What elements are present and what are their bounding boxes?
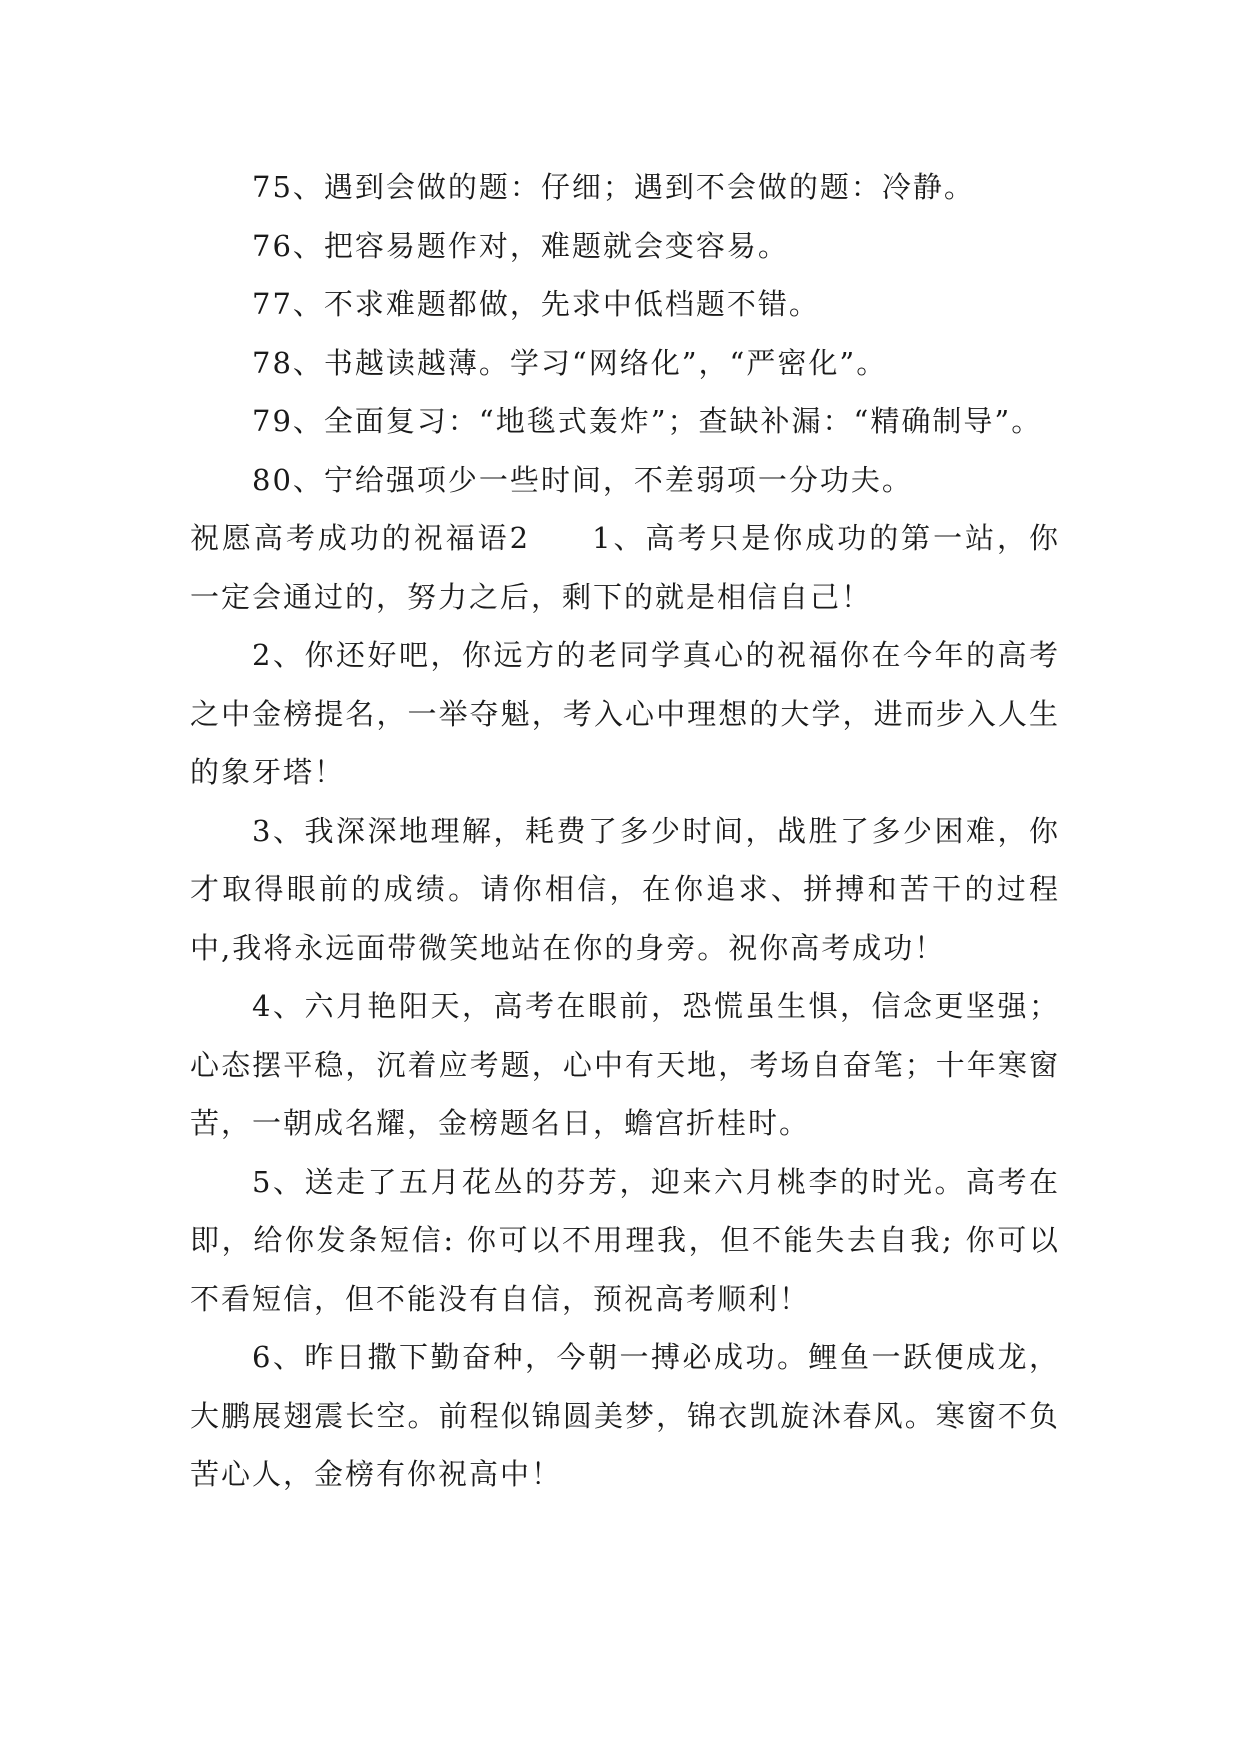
list-item-6: 6、昨日撒下勤奋种，今朝一搏必成功。鲤鱼一跃便成龙，大鹏展翅震长空。前程似锦圆美梦，锦衣凯旋沐春风。寒窗不负苦心人，金榜有你祝高中！ <box>190 1340 1060 1491</box>
list-item-4: 4、六月艳阳天，高考在眼前，恐慌虽生惧，信念更坚强；心态摆平稳，沉着应考题，心中有天地，考场自奋笔；十年寒窗苦，一朝成名耀，金榜题名日，蟾宫折桂时。 <box>190 989 1060 1140</box>
section-heading: 祝愿高考成功的祝福语2 <box>190 521 531 555</box>
paragraph-75: 75、遇到会做的题：仔细；遇到不会做的题：冷静。 <box>252 170 975 204</box>
list-item-2: 2、你还好吧，你远方的老同学真心的祝福你在今年的高考之中金榜提名，一举夺魁，考入心中理想的大学，进而步入人生的象牙塔！ <box>190 638 1060 789</box>
paragraph-78: 78、书越读越薄。学习“网络化”，“严密化”。 <box>252 345 888 380</box>
paragraph-77: 77、不求难题都做，先求中低档题不错。 <box>252 287 820 321</box>
paragraph-76: 76、把容易题作对，难题就会变容易。 <box>252 228 789 263</box>
paragraph-79: 79、全面复习：“地毯式轰炸”；查缺补漏：“精确制导”。 <box>252 404 1043 438</box>
list-item-1: 1、高考只是你成功的第一站，你一定会通过的，努力之后，剩下的就是相信自己！ <box>190 521 1061 614</box>
list-item-5: 5、送走了五月花丛的芬芳，迎来六月桃李的时光。高考在即，给你发条短信: 你可以不用理我，但不能失去自我; 你可以不看短信，但不能没有自信，预祝高考顺利！ <box>190 1164 1060 1316</box>
list-item-3: 3、我深深地理解，耗费了多少时间，战胜了多少困难，你才取得眼前的成绩。请你相信，在你追求、拼搏和苦干的过程中,我将永远面带微笑地站在你的身旁。祝你高考成功！ <box>190 813 1060 965</box>
document-body <box>190 158 1060 1504</box>
paragraph-80: 80、宁给强项少一些时间，不差弱项一分功夫。 <box>252 462 913 497</box>
section-heading-paragraph <box>190 509 1060 626</box>
